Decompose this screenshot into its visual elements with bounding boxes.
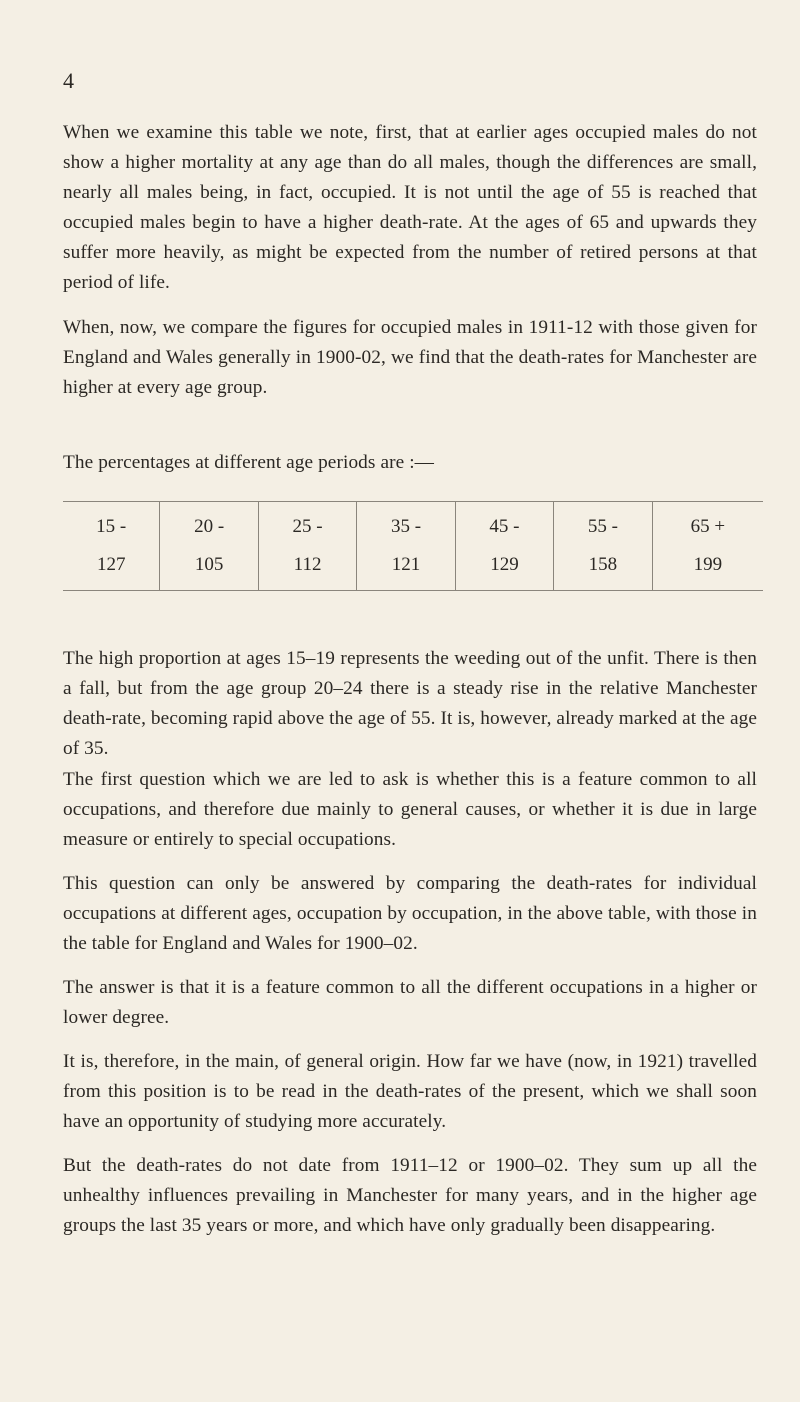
paragraph-high-proportion: The high proportion at ages 15–19 represents the weeding out of the unfit. There is then a fall, but from the age group 20–24 there is a steady rise in the relative Manchester death-rate, becoming rapid above the age of 55. It is, however, already marked at the age of 35. <box>63 648 757 759</box>
percentage-value-cell: 105 <box>160 546 258 591</box>
age-group-cell: 55 - <box>554 502 652 547</box>
age-group-cell: 65 + <box>652 502 763 547</box>
percentages-table <box>63 501 763 591</box>
age-group-cell: 25 - <box>258 502 356 547</box>
paragraph-percentages-intro: The percentages at different age periods are :— <box>63 452 435 473</box>
paragraph-general-origin: It is, therefore, in the main, of general origin. How far we have (now, in 1921) travelled from this position is to be read in the death-rates of the present, which we shall soon have an opportunity of studying more accurately. <box>63 1051 757 1132</box>
page-number: 4 <box>63 68 74 93</box>
percentage-value-cell: 129 <box>455 546 553 591</box>
percentage-value-cell: 127 <box>96 554 126 575</box>
paragraph-first-question: The first question which we are led to ask is whether this is a feature common to all occupations, and therefore due mainly to general causes, or whether it is due in large measure or entirely to special occupations. <box>63 769 757 850</box>
age-group-cell: 15 - <box>96 516 127 537</box>
paragraph-answer: The answer is that it is a feature common to all the different occupations in a higher or lower degree. <box>63 977 757 1028</box>
percentage-value-cell: 158 <box>554 546 652 591</box>
paragraph-england-wales-comparison: When, now, we compare the figures for occupied males in 1911-12 with those given for England and Wales generally in 1900-02, we find that the death-rates for Manchester are higher at every age group. <box>63 317 757 398</box>
percentage-value-cell: 199 <box>652 546 763 591</box>
paragraph-answer-method: This question can only be answered by comparing the death-rates for individual occupations at different ages, occupation by occupation, in the above table, with those in the table for England and Wales for 1900–02. <box>63 873 757 954</box>
percentage-value-cell: 112 <box>258 546 356 591</box>
percentage-value-row <box>63 546 763 591</box>
paragraph-historical-influences: But the death-rates do not date from 1911–12 or 1900–02. They sum up all the unhealthy influences prevailing in Manchester for many years, and in the higher age groups the last 35 years or more, and which have only gradually been disappearing. <box>63 1155 757 1236</box>
age-group-cell: 35 - <box>357 502 455 547</box>
percentage-value-cell: 121 <box>357 546 455 591</box>
age-group-row <box>63 502 763 547</box>
age-group-cell: 20 - <box>160 502 258 547</box>
age-group-cell: 45 - <box>455 502 553 547</box>
paragraph-mortality-comparison: When we examine this table we note, first, that at earlier ages occupied males do not show a higher mortality at any age than do all males, though the differences are small, nearly all males being, in fact, occupied. It is not until the age of 55 is reached that occupied males begin to have a higher death-rate. At the ages of 65 and upwards they suffer more heavily, as might be expected from the number of retired persons at that period of life. <box>63 122 757 293</box>
